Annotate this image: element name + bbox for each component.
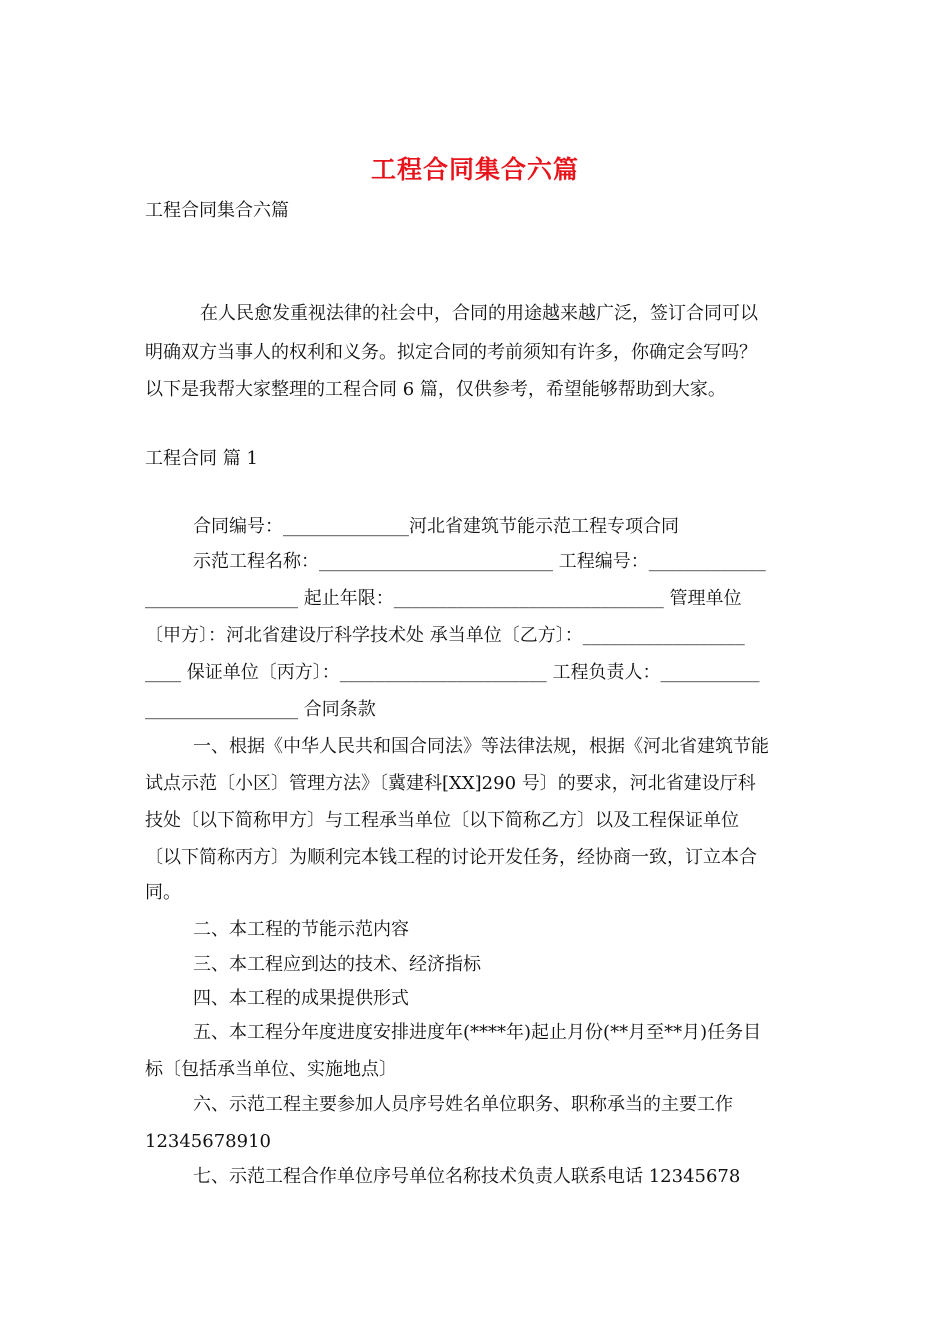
- header-field-line: _________________ 起止年限：______________________________ 管理单位: [145, 588, 742, 609]
- clause-5-line: 标〔包括承当单位、实施地点〕: [145, 1059, 397, 1080]
- header-field-line: 〔甲方〕：河北省建设厅科学技术处 承当单位〔乙方〕：__________________: [145, 625, 745, 646]
- header-field-line: 合同编号：______________河北省建筑节能示范工程专项合同: [193, 516, 679, 537]
- clause-4: 四、本工程的成果提供形式: [193, 988, 409, 1009]
- document-subtitle: 工程合同集合六篇: [145, 200, 289, 221]
- header-field-line: ____ 保证单位〔丙方〕：_______________________ 工程负责人：___________: [145, 662, 760, 683]
- clause-7: 七、示范工程合作单位序号单位名称技术负责人联系电话 12345678: [193, 1166, 741, 1187]
- clause-3: 三、本工程应到达的技术、经济指标: [193, 954, 481, 975]
- header-field-line: 示范工程名称：__________________________ 工程编号：_____________: [193, 551, 766, 572]
- document-title: 工程合同集合六篇: [370, 155, 579, 184]
- intro-line: 明确双方当事人的权利和义务。拟定合同的考前须知有许多，你确定会写吗？: [145, 342, 757, 363]
- intro-line: 在人民愈发重视法律的社会中，合同的用途越来越广泛，签订合同可以: [200, 303, 758, 324]
- section-heading: 工程合同 篇 1: [145, 448, 258, 469]
- clause-6-line: 12345678910: [145, 1131, 271, 1152]
- clause-2: 二、本工程的节能示范内容: [193, 919, 409, 940]
- clause-1-line: 〔以下简称丙方〕为顺利完本钱工程的讨论开发任务，经协商一致，订立本合: [145, 847, 757, 868]
- clause-1-line: 同。: [145, 882, 181, 903]
- clause-1-line: 试点示范〔小区〕管理方法》〔冀建科[XX]290 号〕的要求，河北省建设厅科: [145, 773, 756, 794]
- clause-6-line: 六、示范工程主要参加人员序号姓名单位职务、职称承当的主要工作: [193, 1094, 733, 1115]
- clause-1-line: 一、根据《中华人民共和国合同法》等法律法规，根据《河北省建筑节能: [193, 736, 769, 757]
- clause-1-line: 技处〔以下简称甲方〕与工程承当单位〔以下简称乙方〕以及工程保证单位: [145, 810, 739, 831]
- intro-line: 以下是我帮大家整理的工程合同 6 篇，仅供参考，希望能够帮助到大家。: [145, 379, 726, 400]
- header-field-line: _________________ 合同条款: [145, 699, 376, 720]
- clause-5-line: 五、本工程分年度进度安排进度年(****年)起止月份(**月至**月)任务目: [193, 1022, 762, 1043]
